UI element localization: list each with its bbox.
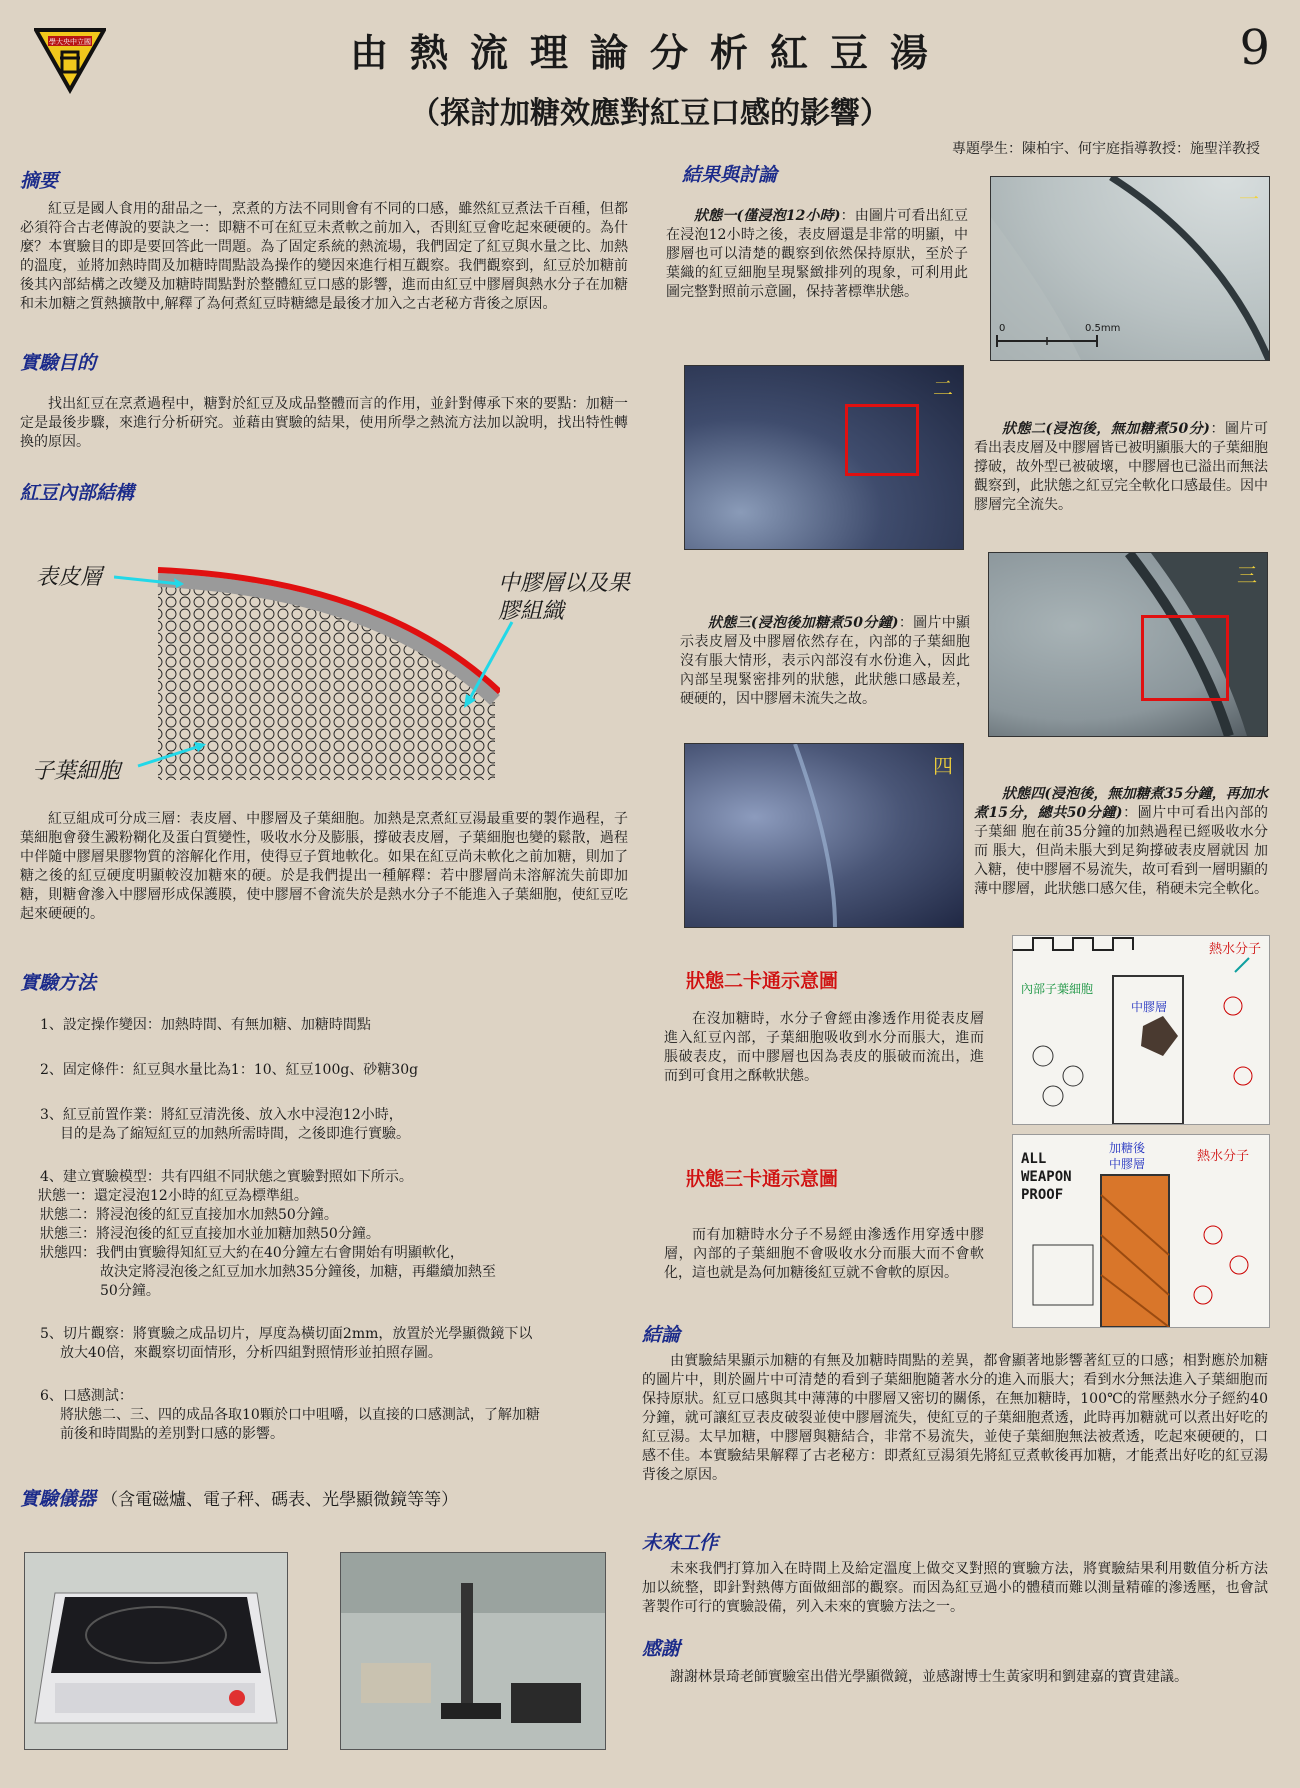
state2-title: 狀態二(浸泡後，無加糖煮50分) bbox=[1002, 421, 1210, 437]
abstract-heading: 摘要 bbox=[20, 170, 59, 192]
cartoon-state2 bbox=[1012, 935, 1270, 1125]
step-6a: 6、口感測試： bbox=[40, 1388, 133, 1404]
state3-description: 狀態三(浸泡後加糖煮50分鐘)：圖片中顯示表皮層及中膠層依然存在，內部的子葉細胞沒有脹大情形，表示內部沒有水份進入，因此內部呈現緊密排列的狀態，此狀態口感最差，硬硬的，因中膠層未流失之故。 bbox=[680, 615, 971, 707]
img4-number: 四 bbox=[933, 754, 953, 778]
state-4c: 50分鐘。 bbox=[100, 1283, 160, 1299]
poster-subtitle: （探討加糖效應對紅豆口感的影響） bbox=[410, 96, 890, 131]
highlight-box-3 bbox=[1141, 615, 1229, 701]
step-2: 2、固定條件：紅豆與水量比為1：10、紅豆100g、砂糖30g bbox=[40, 1062, 419, 1078]
state3-title: 狀態三(浸泡後加糖煮50分鐘) bbox=[708, 615, 899, 631]
step-3a: 3、紅豆前置作業：將紅豆清洗後、放入水中浸泡12小時， bbox=[40, 1107, 403, 1123]
page-number: 9 bbox=[1239, 20, 1270, 76]
thanks-text: 謝謝林景琦老師實驗室出借光學顯微鏡，並感謝博士生黃家明和劉建嘉的寶貴建議。 bbox=[670, 1669, 1188, 1685]
microscope-photo bbox=[340, 1552, 606, 1750]
cartoon3-text: 而有加糖時水分子不易經由滲透作用穿透中膠層，內部的子葉細胞不會吸收水分而脹大而不會軟化，這也就是為何加糖後紅豆就不會軟的原因。 bbox=[664, 1227, 984, 1281]
label-skin-layer: 表皮層 bbox=[36, 565, 103, 590]
step-3b: 目的是為了縮短紅豆的加熱所需時間，之後即進行實驗。 bbox=[60, 1126, 410, 1142]
step-6c: 前後和時間點的差別對口感的影響。 bbox=[60, 1426, 284, 1442]
results-heading: 結果與討論 bbox=[682, 164, 778, 186]
cartoon2-heading: 狀態二卡通示意圖 bbox=[686, 970, 839, 992]
purpose-text: 找出紅豆在烹煮過程中，糖對於紅豆及成品整體而言的作用，並針對傳承下來的要點：加糖一定是最後步驟，來進行分析研究。並藉由實驗的結果，使用所學之熱流方法加以說明，找出特性轉換的原因。 bbox=[20, 396, 628, 450]
future-text: 未來我們打算加入在時間上及給定溫度上做交叉對照的實驗方法，將實驗結果利用數值分析方法加以統整，即針對熱傳方面做細部的觀察。而因為紅豆過小的體積而難以測量精確的滲透壓，也會試著製作可行的實驗設備，列入未來的實驗方法之一。 bbox=[642, 1561, 1268, 1615]
micrograph-state1 bbox=[990, 176, 1270, 361]
micrograph-state3 bbox=[988, 552, 1268, 737]
state-4a: 狀態四：我們由實驗得知紅豆大約在40分鐘左右會開始有明顯軟化， bbox=[40, 1245, 464, 1261]
poster-title: 由熱流理論分析紅豆湯 bbox=[349, 30, 950, 75]
state1-description: 狀態一(僅浸泡12小時)：由圖片可看出紅豆在浸泡12小時之後，表皮層還是非常的明顯，中膠層也可以清楚的觀察到依然保持原狀，至於子葉織的紅豆細胞呈現緊緻排列的現象，可利用此圖完整對照前示意圖，保持著標準狀態。 bbox=[666, 208, 968, 300]
step-6b: 將狀態二、三、四的成品各取10顆於口中咀嚼，以直接的口感測試，了解加糖 bbox=[60, 1407, 540, 1423]
purpose-heading: 實驗目的 bbox=[20, 352, 97, 374]
state2-description: 狀態二(浸泡後，無加糖煮50分)：圖片可看出表皮層及中膠層皆已被明顯脹大的子葉細胞撐破，故外型已被破壞，中膠層也已溢出而無法觀察到，此狀態之紅豆完全軟化口感最佳。因中膠層完全流失。 bbox=[974, 421, 1268, 513]
state-2: 狀態二：將浸泡後的紅豆直接加水加熱50分鐘。 bbox=[40, 1207, 338, 1223]
structure-text: 紅豆組成可分成三層：表皮層、中膠層及子葉細胞。加熱是烹煮紅豆湯最重要的製作過程，子葉細胞會發生澱粉糊化及蛋白質變性，吸收水分及膨脹，撐破表皮層，子葉細胞也變的鬆散，過程中伴隨中膠層果膠物質的溶解化作用，使得豆子質地軟化。如果在紅豆尚未軟化之前加糖，則加了糖之後的紅豆硬度明顯較沒加糖來的硬。於是我們提出一種解釋：若中膠層尚未溶解流失前即加糖，則糖會滲入中膠層形成保護膜，使中膠層不會流失於是熱水分子不能進入子葉細胞，使紅豆吃起來硬硬的。 bbox=[20, 811, 628, 922]
step-5b: 放大40倍，來觀察切面情形，分析四組對照情形並拍照存圖。 bbox=[60, 1345, 442, 1361]
cartoon2-text: 在沒加糖時，水分子會經由滲透作用從表皮層進入紅豆內部，子葉細胞吸收到水分而脹大，進而脹破表皮，而中膠層也因為表皮的脹破而流出，進而到可食用之酥軟狀態。 bbox=[664, 1011, 984, 1084]
img1-number: 一 bbox=[1239, 187, 1259, 211]
wall-text-1: ALL bbox=[1021, 1151, 1047, 1167]
cartoon2-label-inner: 內部子葉細胞 bbox=[1021, 982, 1094, 996]
micrograph-state2 bbox=[684, 365, 964, 550]
state-4b: 故決定將浸泡後之紅豆加水加熱35分鐘後，加糖，再繼續加熱至 bbox=[100, 1264, 496, 1280]
step-5a: 5、切片觀察：將實驗之成品切片，厚度為橫切面2mm，放置於光學顯微鏡下以 bbox=[40, 1326, 533, 1342]
equipment-detail: （含電磁爐、電子秤、碼表、光學顯微鏡等等） bbox=[101, 1490, 459, 1510]
state-3: 狀態三：將浸泡後的紅豆直接加水並加糖加熱50分鐘。 bbox=[40, 1226, 380, 1242]
equipment-heading: 實驗儀器 bbox=[20, 1488, 97, 1510]
cartoon3-label-sugar-2: 中膠層 bbox=[1109, 1157, 1146, 1171]
state4-description: 狀態四(浸泡後，無加糖煮35分鐘，再加水煮15分，總共50分鐘)：圖片中可看出內部的子葉細 胞在前35分鐘的加熱過程已經吸收水分而 脹大，但尚未脹大到足夠撐破表皮層就因 加入糖，使中膠層不易流失，故可看到一層明顯的薄中膠層，此狀態口感欠佳，稍硬未完全軟化。 bbox=[974, 786, 1269, 897]
wall-text-3: PROOF bbox=[1021, 1187, 1064, 1203]
label-middle-layer-2: 膠組織 bbox=[498, 599, 565, 624]
middle-arrow bbox=[460, 620, 520, 710]
methods-heading: 實驗方法 bbox=[20, 972, 97, 994]
cartoon2-label-water: 熱水分子 bbox=[1208, 942, 1261, 957]
step-1: 1、設定操作變因：加熱時間、有無加糖、加糖時間點 bbox=[40, 1017, 371, 1033]
cartoon3-heading: 狀態三卡通示意圖 bbox=[686, 1168, 839, 1190]
cartoon2-label-middle: 中膠層 bbox=[1131, 1000, 1168, 1014]
cartoon-state3 bbox=[1012, 1134, 1270, 1328]
cartoon3-label-water: 熱水分子 bbox=[1197, 1149, 1250, 1164]
cotyledon-arrow bbox=[136, 740, 206, 770]
state1-title: 狀態一(僅浸泡12小時) bbox=[694, 208, 841, 224]
scale-half-mm: 0.5mm bbox=[1085, 323, 1121, 334]
cartoon3-label-sugar-1: 加糖後 bbox=[1109, 1141, 1146, 1155]
future-heading: 未來工作 bbox=[642, 1532, 719, 1554]
step-4: 4、建立實驗模型：共有四組不同狀態之實驗對照如下所示。 bbox=[40, 1169, 413, 1185]
label-cotyledon: 子葉細胞 bbox=[32, 759, 121, 784]
structure-heading: 紅豆內部結構 bbox=[20, 482, 135, 504]
highlight-box-2 bbox=[845, 404, 919, 476]
skin-arrow bbox=[114, 574, 184, 590]
conclusion-text: 由實驗結果顯示加糖的有無及加糖時間點的差異，都會顯著地影響著紅豆的口感；相對應於加糖的圖片中，則於圖片中可清楚的看到子葉細胞隨著水分的進入而脹大；看到水分無法進入子葉細胞而保持原狀。紅豆口感與其中薄薄的中膠層又密切的關係，在無加糖時，100℃的常壓熱水分子經約40分鐘，就可讓紅豆表皮破裂並使中膠層流失，使紅豆的子葉細胞煮透，此時再加糖就可以煮出好吃的紅豆湯。太早加糖，中膠層與糖結合，非常不易流失，並使子葉細胞無法被煮透，吃起來硬硬的，口感不佳。本實驗結果解釋了古老秘方：即煮紅豆湯須先將紅豆煮軟後再加糖，才能煮出好吃的紅豆湯背後之原因。 bbox=[642, 1353, 1268, 1483]
state-1: 狀態一：還定浸泡12小時的紅豆為標準組。 bbox=[38, 1188, 308, 1204]
induction-cooker-photo bbox=[24, 1552, 288, 1750]
label-middle-layer-1: 中膠層以及果 bbox=[498, 571, 631, 596]
conclusion-heading: 結論 bbox=[642, 1324, 681, 1346]
thanks-heading: 感謝 bbox=[642, 1638, 681, 1660]
scale-zero: 0 bbox=[999, 323, 1006, 334]
img3-number: 三 bbox=[1237, 563, 1257, 587]
state4-title: 狀態四(浸泡後，無加糖煮35分鐘，再加水煮15分，總共50分鐘) bbox=[974, 786, 1268, 821]
micrograph-state4 bbox=[684, 743, 964, 928]
methods-steps bbox=[40, 1016, 630, 1444]
wall-text-2: WEAPON bbox=[1021, 1169, 1072, 1185]
img2-number: 二 bbox=[933, 376, 953, 400]
authors: 專題學生：陳柏宇、何宇庭指導教授：施聖洋教授 bbox=[952, 141, 1260, 157]
equipment-heading-row bbox=[20, 1484, 458, 1511]
svg-text:學大央中立國: 學大央中立國 bbox=[49, 38, 91, 46]
abstract-text: 紅豆是國人食用的甜品之一，烹煮的方法不同則會有不同的口感，雖然紅豆煮法千百種，但都必須符合古老傳說的要訣之一：即糖不可在紅豆未煮軟之前加入，否則紅豆會吃起來硬硬的。為什麼？本實驗目的即是要回答此一問題。為了固定系統的熱流場，我們固定了紅豆與水量之比、加熱的溫度，並將加熱時間及加糖時間點設為操作的變因來進行相互觀察。我們觀察到，紅豆於加糖前後其內部結構之改變及加糖時間點對於整體紅豆口感的影響，進而由紅豆中膠層與熱水分子在加糖和未加糖之質熱擴散中,解釋了為何煮紅豆時糖總是最後才加入之古老秘方背後之原因。 bbox=[20, 201, 628, 312]
